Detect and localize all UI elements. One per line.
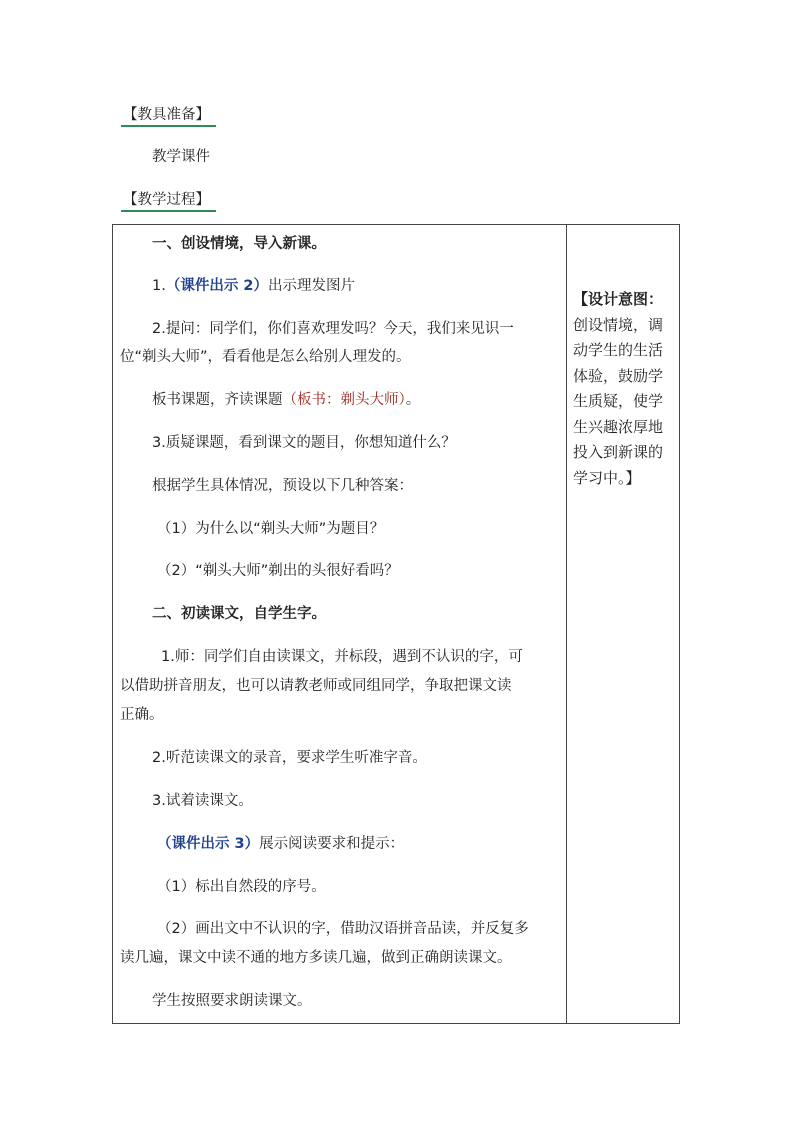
design-intent-line: 创设情境，调: [573, 315, 664, 334]
blackboard-end: 。: [405, 392, 421, 408]
design-intent-line: 学习中。】: [573, 468, 641, 487]
step-4-line-3: 正确。: [120, 707, 164, 723]
step-4-line-2: 以借助拼音朋友，也可以请教老师或同组同学，争取把课文读: [120, 678, 512, 694]
design-intent-line: 生兴趣浓厚地: [573, 417, 664, 436]
step-3: 3.质疑课题，看到课文的题目，你想知道什么？: [152, 435, 456, 451]
courseware-tag-2: （课件出示 2）: [165, 278, 268, 294]
section-1-title: 一、创设情境，导入新课。: [152, 236, 326, 252]
blackboard-note: （板书：剃头大师）: [282, 392, 406, 408]
requirement-2-line-1: （2）画出文中不认识的字，借助汉语拼音品读，并反复多: [157, 921, 529, 937]
preset-answers-intro: 根据学生具体情况，预设以下几种答案：: [152, 478, 413, 494]
step-4-line-1: 1.师：同学们自由读课文，并标段，遇到不认识的字，可: [161, 649, 523, 665]
requirement-1: （1）标出自然段的序号。: [157, 879, 326, 895]
design-intent-title: 【设计意图：: [573, 290, 664, 308]
teaching-aids-content: 教学课件: [152, 149, 210, 165]
answer-1: （1）为什么以“剃头大师”为题目？: [157, 521, 385, 537]
teaching-aids-heading: 【教具准备】: [121, 106, 216, 127]
design-intent-line: 动学生的生活: [573, 341, 664, 359]
step-6: 3.试着读课文。: [152, 793, 253, 809]
step-2-line-1: 2.提问：同学们，你们喜欢理发吗？今天，我们来见识一: [152, 321, 514, 337]
blackboard-text: 板书课题，齐读课题: [152, 392, 283, 408]
design-intent-line: 体验，鼓励学: [573, 366, 664, 385]
courseware-3-line: [157, 835, 404, 853]
courseware-3-text: 展示阅读要求和提示：: [259, 836, 405, 852]
requirement-2-line-2: 读几遍，课文中读不通的地方多读几遍，做到正确朗读课文。: [120, 950, 512, 966]
design-intent-line: 投入到新课的: [573, 443, 664, 461]
student-reading: 学生按照要求朗读课文。: [152, 993, 312, 1009]
step-2-line-2: 位“剃头大师”，看看他是怎么给别人理发的。: [120, 349, 411, 365]
step-5: 2.听范读课文的录音，要求学生听准字音。: [152, 750, 427, 766]
column-divider: [566, 225, 567, 1023]
courseware-tag-3: （课件出示 3）: [157, 836, 260, 852]
step-1: [152, 277, 355, 295]
lesson-table: [112, 224, 680, 1024]
blackboard-title-line: [152, 391, 420, 409]
answer-2: （2）“剃头大师”剃出的头很好看吗？: [157, 563, 399, 579]
teaching-process-heading: 【教学过程】: [121, 191, 216, 212]
step-1-number: 1.: [152, 278, 166, 294]
step-1-text: 出示理发图片: [267, 278, 355, 294]
section-2-title: 二、初读课文，自学生字。: [152, 606, 326, 622]
design-intent-column: [573, 287, 673, 491]
design-intent-line: 生质疑，使学: [573, 392, 664, 410]
